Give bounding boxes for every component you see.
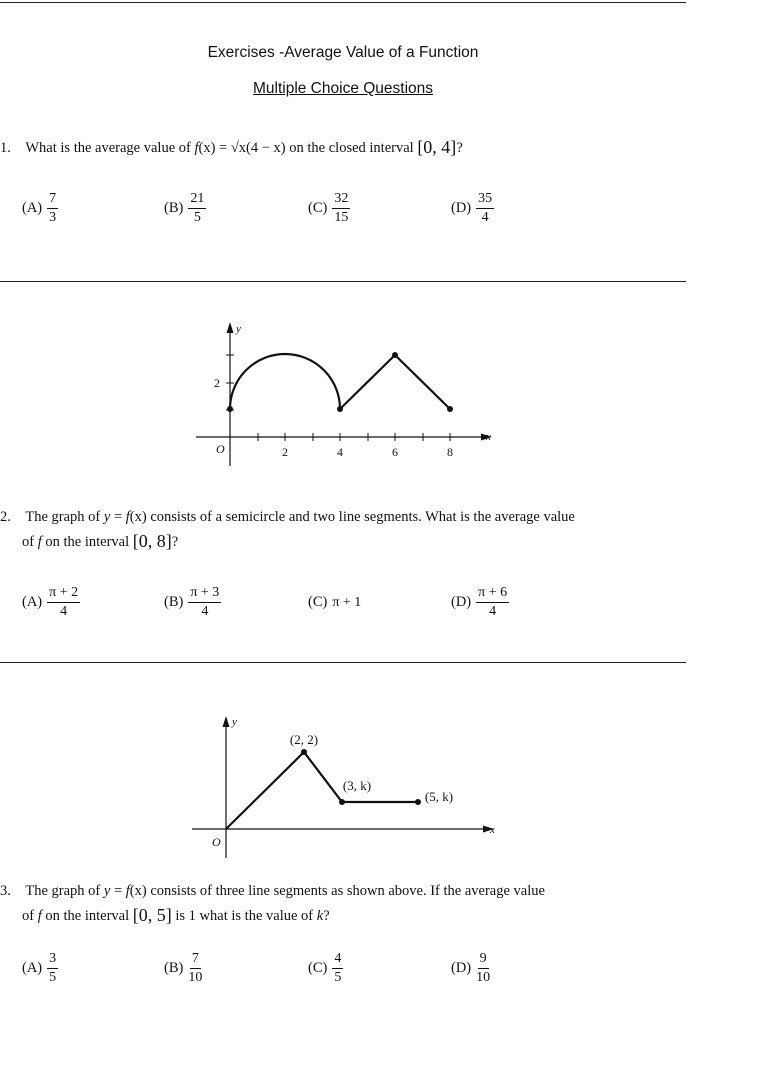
fraction <box>188 585 221 620</box>
choice-d[interactable] <box>451 951 490 986</box>
fraction <box>476 951 490 986</box>
choice-b[interactable] <box>164 951 202 986</box>
function-symbol: f <box>37 908 42 924</box>
denominator: 5 <box>49 970 57 986</box>
numerator: π + 6 <box>476 585 509 603</box>
denominator: 4 <box>201 604 209 620</box>
question-mark: ? <box>171 534 179 550</box>
question-text: on the interval <box>45 908 130 924</box>
choice-label: (C) <box>308 594 328 610</box>
numerator: 21 <box>188 191 206 209</box>
choice-label: (D) <box>451 200 472 217</box>
y-axis-arrow <box>227 322 234 333</box>
numerator: 32 <box>332 191 350 209</box>
choice-label: (D) <box>451 594 472 611</box>
question-text: The graph of <box>25 883 101 899</box>
question-text: consists of a semicircle and two line segments. What is the average value <box>150 509 575 525</box>
point-label: (2, 2) <box>289 732 319 747</box>
equals-sign: = <box>113 883 123 899</box>
function-arg: (x) <box>129 883 147 899</box>
x-tick-label: 8 <box>447 445 453 459</box>
point-label: (3, k) <box>342 778 372 793</box>
question-1-text <box>0 135 463 160</box>
function-symbol: f <box>37 534 42 550</box>
question-text: on the closed interval <box>289 140 414 156</box>
denominator: 10 <box>188 970 203 986</box>
x-tick-label: 6 <box>392 445 398 459</box>
choice-label: (C) <box>308 200 328 217</box>
question-text: consists of three line segments as shown above. If the average value <box>150 883 545 899</box>
numerator: 3 <box>47 951 58 969</box>
k-symbol: k <box>316 908 324 924</box>
question-text: is 1 what is the value of <box>175 908 314 924</box>
fraction <box>332 191 350 226</box>
function-symbol: f <box>194 140 199 156</box>
equals-sign: = <box>113 509 123 525</box>
question-number: 2. <box>0 509 11 525</box>
choice-a[interactable] <box>22 191 58 226</box>
numerator: 35 <box>476 191 494 209</box>
function-arg: (x) <box>129 509 147 525</box>
question-number: 3. <box>0 883 11 899</box>
function-symbol: f <box>125 883 130 899</box>
y-tick-label: 2 <box>214 376 220 390</box>
endpoint <box>339 799 345 805</box>
question-mark: ? <box>323 908 330 924</box>
choice-label: (B) <box>164 594 184 611</box>
question-text: on the interval <box>45 534 130 550</box>
choice-label: (A) <box>22 960 43 977</box>
numerator: 4 <box>332 951 343 969</box>
origin-label: O <box>216 442 225 456</box>
denominator: 4 <box>489 604 497 620</box>
numerator: 9 <box>478 951 489 969</box>
top-rule <box>0 2 686 3</box>
choice-label: (B) <box>164 200 184 217</box>
question-3-text <box>0 879 545 928</box>
choice-label: (A) <box>22 594 43 611</box>
fraction <box>476 191 494 226</box>
choice-label: (C) <box>308 960 328 977</box>
endpoint <box>227 406 233 412</box>
denominator: 5 <box>334 970 342 986</box>
question-2-text <box>0 505 575 554</box>
y-axis-arrow <box>223 716 230 727</box>
endpoint <box>337 406 343 412</box>
numerator: π + 2 <box>47 585 80 603</box>
interval: [0, 8] <box>132 531 172 551</box>
choice-b[interactable] <box>164 585 221 620</box>
fraction <box>332 951 343 986</box>
q3-graph <box>190 712 510 862</box>
fraction <box>47 191 58 226</box>
semicircle <box>230 354 340 409</box>
page-title: Exercises -Average Value of a Function <box>207 44 479 61</box>
y-symbol: y <box>103 509 111 525</box>
choice-label: (D) <box>451 960 472 977</box>
interval: [0, 4] <box>417 137 457 157</box>
question-text: of <box>22 534 35 550</box>
choice-label: (A) <box>22 200 43 217</box>
choice-d[interactable] <box>451 585 509 620</box>
numerator: 7 <box>190 951 201 969</box>
section-divider <box>0 281 686 282</box>
denominator: 4 <box>481 210 489 226</box>
choice-c[interactable] <box>308 594 361 611</box>
line-segments <box>340 355 450 409</box>
origin-label: O <box>212 835 221 849</box>
endpoint <box>415 799 421 805</box>
y-symbol: y <box>103 883 111 899</box>
question-number: 1. <box>0 140 11 156</box>
question-text: What is the average value of <box>25 140 191 156</box>
x-tick-label: 2 <box>282 445 288 459</box>
choice-label: (B) <box>164 960 184 977</box>
denominator: 3 <box>49 210 57 226</box>
function-symbol: f <box>125 509 130 525</box>
page-subtitle: Multiple Choice Questions <box>252 80 434 97</box>
x-tick-label: 4 <box>337 445 343 459</box>
choice-a[interactable] <box>22 585 80 620</box>
choice-d[interactable] <box>451 191 494 226</box>
q2-graph <box>190 320 510 470</box>
fraction <box>47 585 80 620</box>
choice-c[interactable] <box>308 951 343 986</box>
y-axis-label: y <box>236 323 241 335</box>
numerator: 7 <box>47 191 58 209</box>
choice-value: π + 1 <box>332 594 362 610</box>
point-label: (5, k) <box>424 789 454 804</box>
fraction <box>47 951 58 986</box>
question-mark: ? <box>456 140 463 156</box>
choice-a[interactable] <box>22 951 58 986</box>
denominator: 4 <box>60 604 68 620</box>
question-text: The graph of <box>25 509 101 525</box>
fraction <box>476 585 509 620</box>
interval: [0, 5] <box>132 905 172 925</box>
choice-c[interactable] <box>308 191 350 226</box>
fraction <box>188 951 202 986</box>
choice-b[interactable] <box>164 191 206 226</box>
question-text: of <box>22 908 35 924</box>
endpoint <box>392 352 398 358</box>
y-axis-label: y <box>232 716 237 728</box>
fraction <box>188 191 206 226</box>
denominator: 15 <box>334 210 349 226</box>
endpoint <box>447 406 453 412</box>
endpoint <box>301 749 307 755</box>
x-axis-label: x <box>486 431 491 443</box>
line-segments <box>226 752 418 829</box>
denominator: 5 <box>193 210 201 226</box>
x-axis-label: x <box>490 824 495 836</box>
numerator: π + 3 <box>188 585 221 603</box>
section-divider <box>0 662 686 663</box>
function-formula: (x) = √x(4 − x) <box>198 140 286 156</box>
denominator: 10 <box>476 970 491 986</box>
